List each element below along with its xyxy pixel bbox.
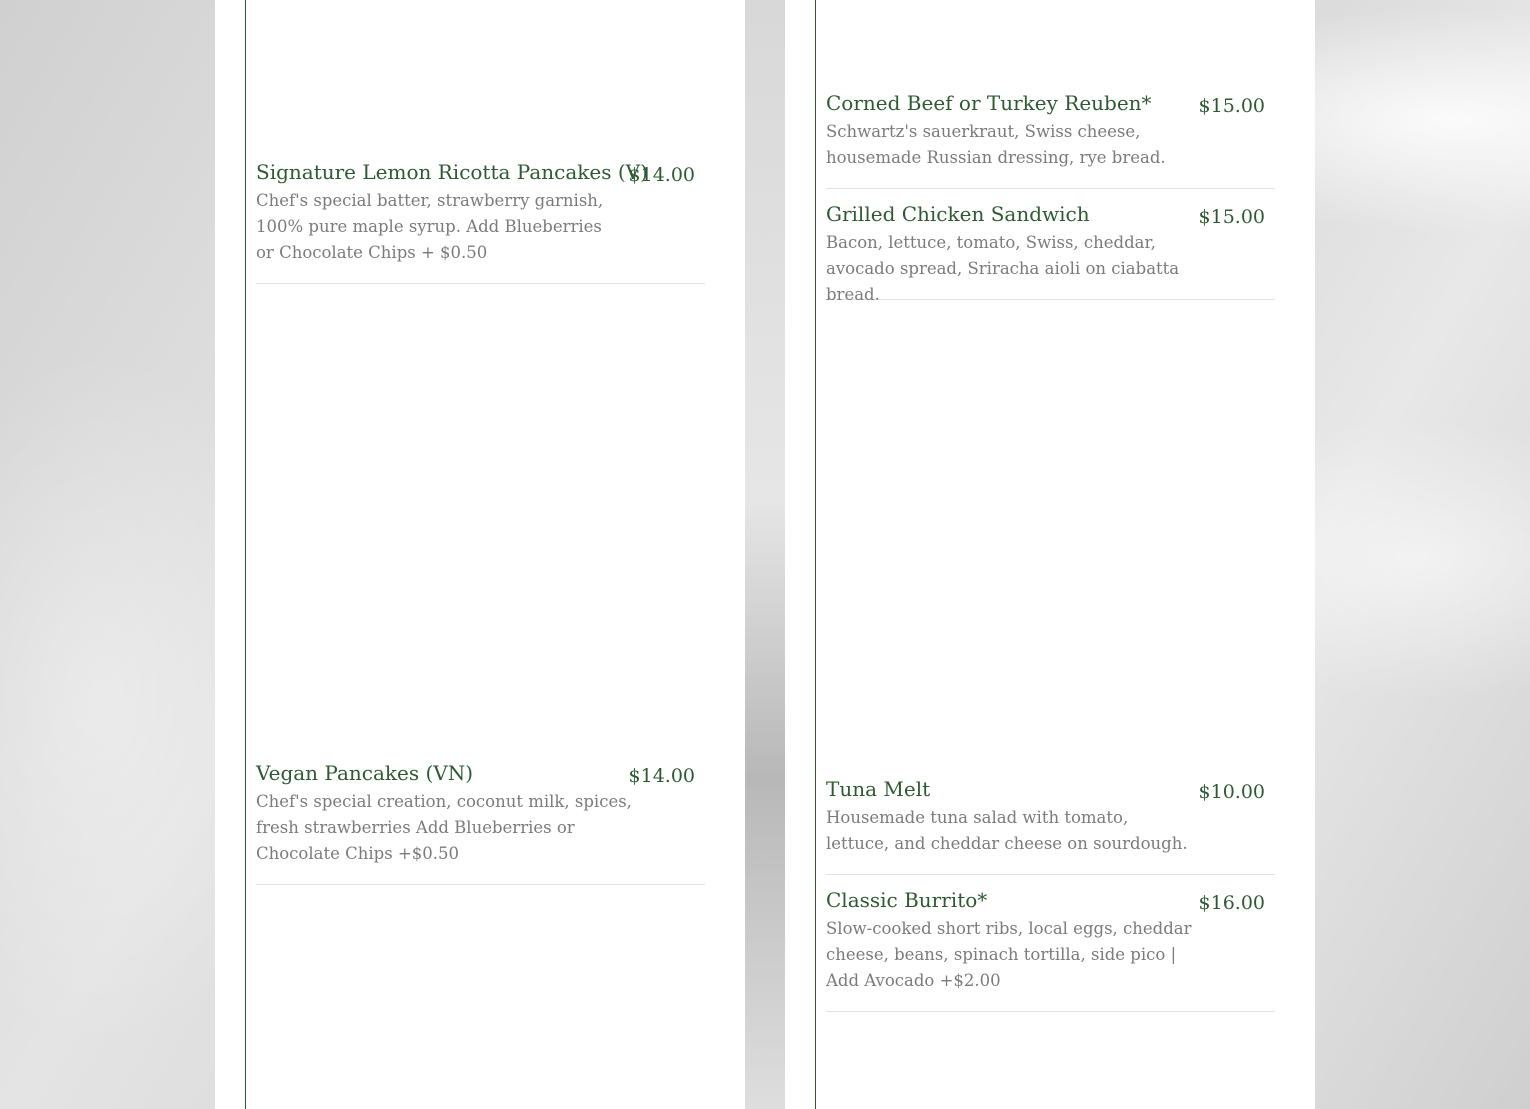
menu-item-price: $16.00	[1198, 892, 1265, 914]
menu-item-name: Vegan Pancakes (VN)	[256, 761, 474, 785]
menu-item-name: Corned Beef or Turkey Reuben*	[826, 91, 1152, 115]
menu-item-description: Chef's special creation, coconut milk, spices, fresh strawberries Add Blueberries or Chocolate Chips +$0.50	[256, 792, 632, 863]
menu-item-description: Chef's special batter, strawberry garnish, 100% pure maple syrup. Add Blueberries or Chocolate Chips + $0.50	[256, 191, 604, 262]
menu-item-grilled-chicken-sandwich	[826, 201, 1275, 304]
menu-item-price: $14.00	[628, 765, 695, 787]
menu-item-classic-burrito	[826, 887, 1275, 1012]
menu-item-price: $15.00	[1198, 95, 1265, 117]
menu-item-name: Signature Lemon Ricotta Pancakes (V)	[256, 160, 648, 184]
menu-item-tuna-melt	[826, 776, 1275, 875]
menu-page-right	[785, 0, 1315, 1109]
menu-item-reuben	[826, 90, 1275, 189]
page-border-rule	[815, 0, 816, 1109]
menu-item-price: $15.00	[1198, 206, 1265, 228]
menu-item-description: Bacon, lettuce, tomato, Swiss, cheddar, avocado spread, Sriracha aioli on ciabatta bread.	[826, 233, 1180, 304]
menu-item-name: Tuna Melt	[826, 777, 931, 801]
menu-item-price: $10.00	[1198, 781, 1265, 803]
page-gap-shadow	[745, 0, 785, 1109]
menu-page-left	[215, 0, 745, 1109]
menu-item-name: Grilled Chicken Sandwich	[826, 202, 1090, 226]
menu-item-price: $14.00	[628, 164, 695, 186]
menu-item-description: Slow-cooked short ribs, local eggs, cheddar cheese, beans, spinach tortilla, side pico | Add Avocado +$2.00	[826, 919, 1192, 990]
menu-item-description: Schwartz's sauerkraut, Swiss cheese, housemade Russian dressing, rye bread.	[826, 122, 1166, 167]
menu-item-lemon-ricotta-pancakes	[256, 159, 705, 284]
menu-item-vegan-pancakes	[256, 760, 705, 885]
page-border-rule	[245, 0, 246, 1109]
menu-item-name: Classic Burrito*	[826, 888, 988, 912]
menu-item-description: Housemade tuna salad with tomato, lettuce, and cheddar cheese on sourdough.	[826, 808, 1188, 853]
